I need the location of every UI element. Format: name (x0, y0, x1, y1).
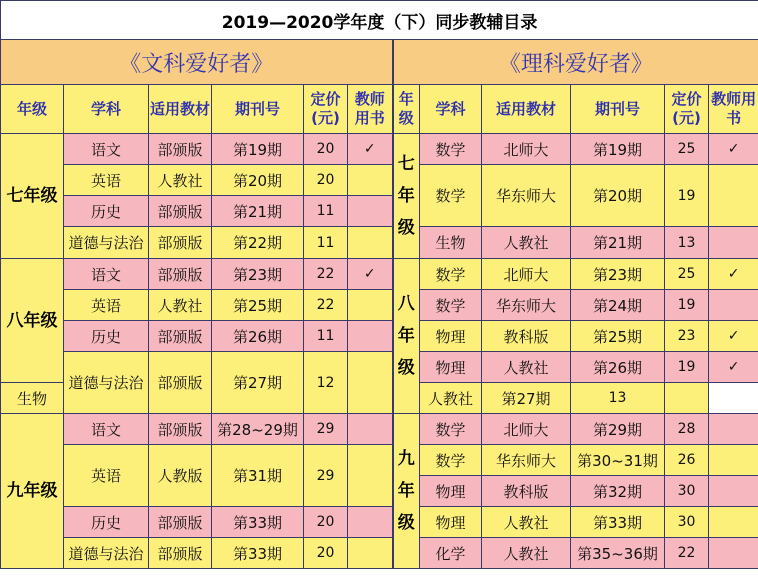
right-teacher-check: ✓ (709, 134, 758, 165)
right-issue: 第20期 (571, 165, 665, 227)
header-subject: 学科 (64, 85, 149, 134)
header-textbook: 适用教材 (482, 85, 571, 134)
left-textbook: 部颁版 (149, 321, 212, 352)
right-issue: 第35~36期 (571, 538, 665, 569)
left-price: 11 (304, 321, 348, 352)
left-issue: 第33期 (212, 507, 304, 538)
left-textbook: 部颁版 (149, 352, 212, 414)
right-subject: 物理 (420, 321, 482, 352)
right-textbook: 华东师大 (482, 290, 571, 321)
left-teacher-check (348, 352, 393, 414)
right-price: 23 (665, 321, 709, 352)
right-textbook: 人教社 (482, 507, 571, 538)
right-teacher-check (665, 383, 709, 414)
left-teacher-check (348, 227, 393, 259)
left-issue: 第33期 (212, 538, 304, 569)
right-teacher-check (709, 538, 758, 569)
right-textbook: 人教社 (482, 352, 571, 383)
left-textbook: 人教社 (149, 165, 212, 196)
left-subject: 英语 (64, 290, 149, 321)
right-issue: 第30~31期 (571, 445, 665, 476)
grade-label-9: 九年级 (1, 414, 64, 569)
right-teacher-check (709, 507, 758, 538)
grade-label-9: 九年级 (393, 414, 420, 569)
left-price: 29 (304, 445, 348, 507)
right-issue: 第26期 (571, 352, 665, 383)
right-issue: 第19期 (571, 134, 665, 165)
right-price: 19 (665, 290, 709, 321)
right-issue: 第32期 (571, 476, 665, 507)
header-price: 定价(元) (304, 85, 348, 134)
right-subject: 物理 (420, 507, 482, 538)
left-price: 20 (304, 538, 348, 569)
left-price: 11 (304, 227, 348, 259)
right-price: 30 (665, 476, 709, 507)
right-textbook: 人教社 (482, 538, 571, 569)
right-subject: 物理 (420, 352, 482, 383)
header-grade: 年级 (1, 85, 64, 134)
left-textbook: 部颁版 (149, 227, 212, 259)
left-subject: 语文 (64, 259, 149, 290)
right-subject: 数学 (420, 445, 482, 476)
right-textbook: 人教社 (482, 227, 571, 259)
section-title-science: 《理科爱好者》 (393, 40, 758, 85)
right-issue: 第29期 (571, 414, 665, 445)
grade-label-8: 八年级 (393, 259, 420, 414)
left-subject: 历史 (64, 321, 149, 352)
left-teacher-check (348, 290, 393, 321)
right-issue: 第21期 (571, 227, 665, 259)
right-textbook: 华东师大 (482, 165, 571, 227)
right-teacher-check (709, 414, 758, 445)
right-price: 22 (665, 538, 709, 569)
right-teacher-check (709, 290, 758, 321)
left-price: 12 (304, 352, 348, 414)
left-price: 22 (304, 290, 348, 321)
right-textbook: 教科版 (482, 321, 571, 352)
right-subject: 数学 (420, 290, 482, 321)
grade-label-7: 七年级 (393, 134, 420, 259)
right-price: 13 (571, 383, 665, 414)
left-teacher-check (348, 445, 393, 507)
right-teacher-check (709, 476, 758, 507)
header-issue: 期刊号 (571, 85, 665, 134)
right-textbook: 华东师大 (482, 445, 571, 476)
left-teacher-check (348, 414, 393, 445)
left-textbook: 部颁版 (149, 259, 212, 290)
header-teacher-book: 教师用书 (709, 85, 758, 134)
left-price: 29 (304, 414, 348, 445)
left-subject: 英语 (64, 445, 149, 507)
left-issue: 第25期 (212, 290, 304, 321)
right-teacher-check: ✓ (709, 352, 758, 383)
left-teacher-check (348, 538, 393, 569)
right-subject: 物理 (420, 476, 482, 507)
left-subject: 英语 (64, 165, 149, 196)
section-title-liberal-arts: 《文科爱好者》 (1, 40, 393, 85)
left-textbook: 部颁版 (149, 134, 212, 165)
left-subject: 道德与法治 (64, 538, 149, 569)
page-title: 2019—2020学年度（下）同步教辅目录 (1, 1, 758, 40)
left-price: 20 (304, 507, 348, 538)
left-subject: 道德与法治 (64, 352, 149, 414)
grade-label-7: 七年级 (1, 134, 64, 259)
right-issue: 第24期 (571, 290, 665, 321)
header-textbook: 适用教材 (149, 85, 212, 134)
left-teacher-check: ✓ (348, 134, 393, 165)
left-price: 20 (304, 134, 348, 165)
right-teacher-check (709, 227, 758, 259)
header-price: 定价(元) (665, 85, 709, 134)
left-textbook: 部颁版 (149, 196, 212, 227)
left-issue: 第19期 (212, 134, 304, 165)
right-teacher-check: ✓ (709, 259, 758, 290)
right-subject: 生物 (420, 227, 482, 259)
left-subject: 历史 (64, 196, 149, 227)
right-subject: 数学 (420, 259, 482, 290)
left-issue: 第20期 (212, 165, 304, 196)
left-teacher-check: ✓ (348, 259, 393, 290)
left-teacher-check (348, 196, 393, 227)
left-issue: 第26期 (212, 321, 304, 352)
right-issue: 第25期 (571, 321, 665, 352)
right-price: 26 (665, 445, 709, 476)
left-issue: 第27期 (212, 352, 304, 414)
left-issue: 第22期 (212, 227, 304, 259)
right-issue: 第33期 (571, 507, 665, 538)
right-price: 25 (665, 259, 709, 290)
right-subject: 数学 (420, 134, 482, 165)
left-subject: 历史 (64, 507, 149, 538)
right-textbook: 北师大 (482, 134, 571, 165)
right-price: 30 (665, 507, 709, 538)
left-textbook: 人教版 (149, 445, 212, 507)
header-issue: 期刊号 (212, 85, 304, 134)
right-subject: 数学 (420, 414, 482, 445)
header-subject: 学科 (420, 85, 482, 134)
left-price: 20 (304, 165, 348, 196)
right-price: 19 (665, 352, 709, 383)
header-grade: 年级 (393, 85, 420, 134)
left-subject: 道德与法治 (64, 227, 149, 259)
right-issue: 第23期 (571, 259, 665, 290)
left-textbook: 部颁版 (149, 538, 212, 569)
left-textbook: 部颁版 (149, 414, 212, 445)
left-textbook: 人教社 (149, 290, 212, 321)
left-issue: 第23期 (212, 259, 304, 290)
right-issue: 第27期 (482, 383, 571, 414)
left-teacher-check (348, 321, 393, 352)
left-subject: 语文 (64, 134, 149, 165)
right-price: 25 (665, 134, 709, 165)
right-textbook: 教科版 (482, 476, 571, 507)
left-subject: 语文 (64, 414, 149, 445)
left-teacher-check (348, 165, 393, 196)
right-subject: 化学 (420, 538, 482, 569)
right-teacher-check: ✓ (709, 321, 758, 352)
right-textbook: 人教社 (420, 383, 482, 414)
right-price: 13 (665, 227, 709, 259)
right-price: 19 (665, 165, 709, 227)
grade-label-8: 八年级 (1, 259, 64, 383)
right-textbook: 北师大 (482, 414, 571, 445)
right-subject: 数学 (420, 165, 482, 227)
right-teacher-check (709, 445, 758, 476)
left-textbook: 部颁版 (149, 507, 212, 538)
right-price: 28 (665, 414, 709, 445)
left-issue: 第31期 (212, 445, 304, 507)
right-teacher-check (709, 165, 758, 227)
left-issue: 第21期 (212, 196, 304, 227)
header-teacher-book: 教师用书 (348, 85, 393, 134)
left-price: 22 (304, 259, 348, 290)
left-price: 11 (304, 196, 348, 227)
right-subject: 生物 (1, 383, 64, 414)
right-textbook: 北师大 (482, 259, 571, 290)
left-teacher-check (348, 507, 393, 538)
left-issue: 第28~29期 (212, 414, 304, 445)
